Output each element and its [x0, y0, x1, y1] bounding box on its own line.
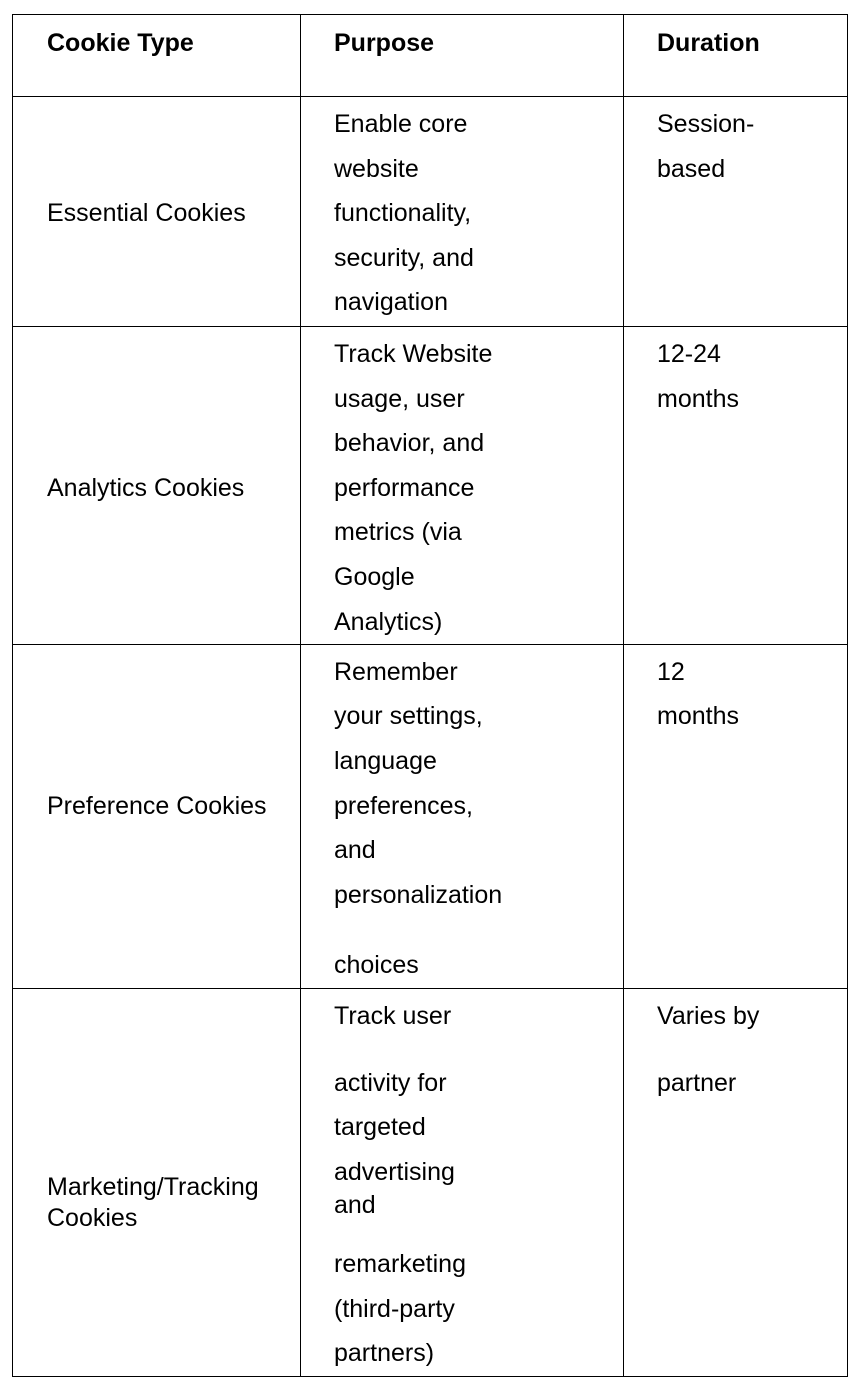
purpose-line: activity for — [334, 1069, 447, 1097]
row-divider — [13, 644, 847, 645]
cookie-type-preference: Preference Cookies — [47, 792, 267, 820]
purpose-line: Enable core — [334, 110, 468, 138]
purpose-line: partners) — [334, 1339, 435, 1367]
column-divider — [300, 15, 301, 1376]
column-divider — [623, 15, 624, 1376]
header-purpose: Purpose — [334, 29, 435, 57]
purpose-line: usage, user — [334, 385, 465, 413]
duration-line: months — [657, 702, 739, 730]
purpose-line: preferences, — [334, 792, 473, 820]
duration-line: Varies by — [657, 1002, 760, 1030]
header-cookie-type: Cookie Type — [47, 29, 194, 57]
duration-line: months — [657, 385, 739, 413]
row-divider — [13, 96, 847, 97]
cookie-type-essential: Essential Cookies — [47, 199, 246, 227]
purpose-line: and — [334, 836, 376, 864]
duration-line: 12-24 — [657, 340, 721, 368]
purpose-line: choices — [334, 951, 419, 979]
purpose-line: behavior, and — [334, 429, 485, 457]
purpose-line: remarketing — [334, 1250, 466, 1278]
purpose-line: website — [334, 155, 419, 183]
purpose-line: targeted — [334, 1113, 426, 1141]
row-divider — [13, 326, 847, 327]
purpose-line: Analytics) — [334, 608, 443, 636]
purpose-line: metrics (via — [334, 518, 462, 546]
purpose-line: Google — [334, 563, 415, 591]
purpose-line: your settings, — [334, 702, 483, 730]
cookie-type-marketing: Marketing/Tracking Cookies — [47, 1173, 259, 1232]
purpose-line: and — [334, 1191, 376, 1219]
cookie-type-analytics: Analytics Cookies — [47, 474, 245, 502]
purpose-line: advertising — [334, 1158, 455, 1186]
purpose-line: functionality, — [334, 199, 472, 227]
duration-line: based — [657, 155, 726, 183]
purpose-line: (third-party — [334, 1295, 455, 1323]
purpose-line: security, and — [334, 244, 474, 272]
duration-line: partner — [657, 1069, 737, 1097]
purpose-line: Track Website — [334, 340, 493, 368]
purpose-line: Remember — [334, 658, 458, 686]
row-divider — [13, 988, 847, 989]
purpose-line: language — [334, 747, 437, 775]
header-duration: Duration — [657, 29, 760, 57]
duration-line: 12 — [657, 658, 685, 686]
purpose-line: Track user — [334, 1002, 452, 1030]
duration-line: Session- — [657, 110, 755, 138]
purpose-line: navigation — [334, 288, 448, 316]
purpose-line: personalization — [334, 881, 503, 909]
purpose-line: performance — [334, 474, 475, 502]
